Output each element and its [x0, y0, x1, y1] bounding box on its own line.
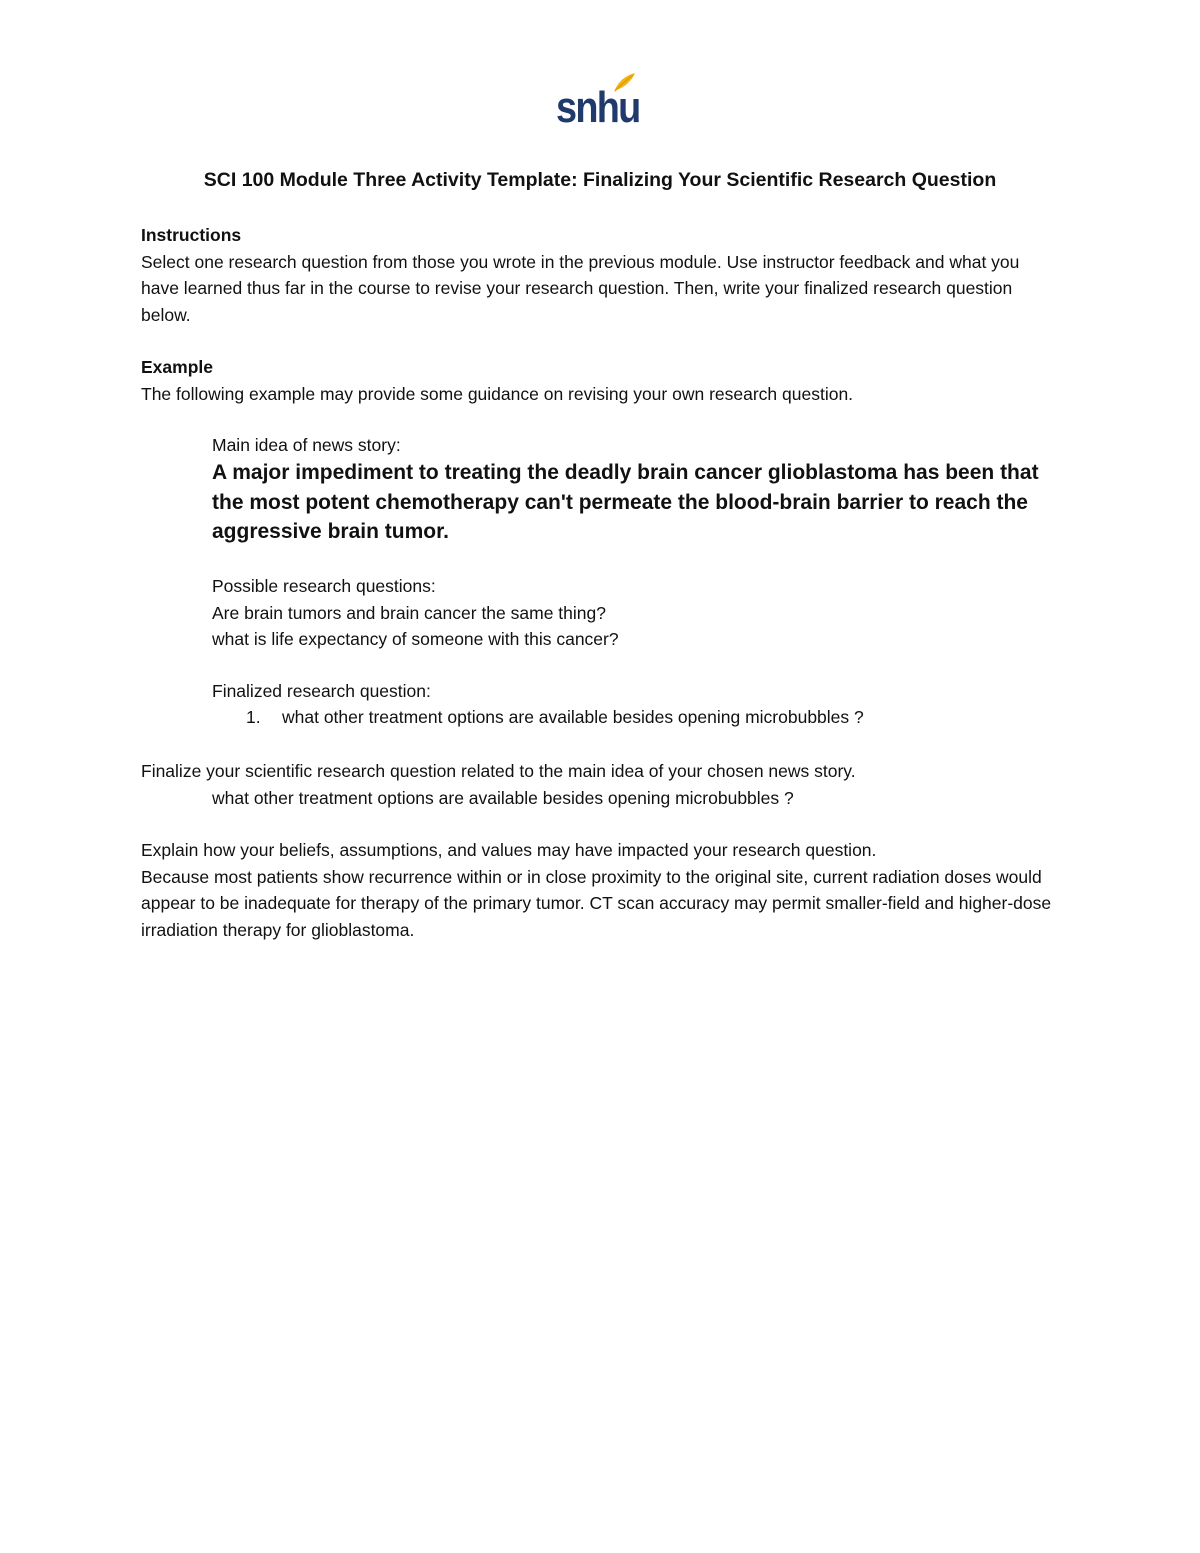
snhu-logo: [556, 72, 642, 134]
main-idea-text: A major impediment to treating the deadly brain cancer glioblastoma has been that the most potent chemotherapy can't permeate the blood-brain barrier to reach the aggressive brain tumor.: [212, 461, 1039, 543]
finalized-question-list: [246, 704, 1066, 731]
explain-section: [141, 837, 1061, 943]
instructions-section: [141, 222, 1061, 328]
example-section: [141, 354, 1061, 407]
instructions-heading: Instructions: [141, 225, 242, 245]
possible-questions-label: Possible research questions:: [212, 576, 436, 596]
possible-question: what is life expectancy of someone with this cancer?: [212, 629, 619, 649]
possible-questions-section: [212, 573, 1072, 653]
explain-prompt: Explain how your beliefs, assumptions, and values may have impacted your research question.: [141, 840, 877, 860]
logo-text: snhu: [556, 83, 640, 132]
finalize-prompt: Finalize your scientific research question related to the main idea of your chosen news story.: [141, 761, 856, 781]
main-idea-label: Main idea of news story:: [212, 435, 401, 455]
finalized-question-label: Finalized research question:: [212, 681, 431, 701]
list-item-number: 1.: [246, 707, 261, 727]
list-item-text: what other treatment options are available besides opening microbubbles ?: [282, 707, 864, 727]
explain-answer: Because most patients show recurrence within or in close proximity to the original site, current radiation doses would appear to be inadequate for therapy of the primary tumor. CT scan accuracy may permit smaller-field and higher-dose irradiation therapy for glioblastoma.: [141, 866, 1052, 940]
finalize-answer: what other treatment options are available besides opening microbubbles ?: [212, 788, 794, 808]
instructions-body: Select one research question from those you wrote in the previous module. Use instructor feedback and what you have learned thus far in the course to revise your research question. Then, write your finalized research question below.: [141, 251, 1020, 325]
list-item: [246, 704, 1066, 731]
example-heading: Example: [141, 357, 213, 377]
page-title: SCI 100 Module Three Activity Template: Finalizing Your Scientific Research Question: [203, 169, 997, 191]
example-intro: The following example may provide some guidance on revising your own research question.: [141, 383, 854, 404]
possible-question: Are brain tumors and brain cancer the same thing?: [212, 602, 606, 623]
